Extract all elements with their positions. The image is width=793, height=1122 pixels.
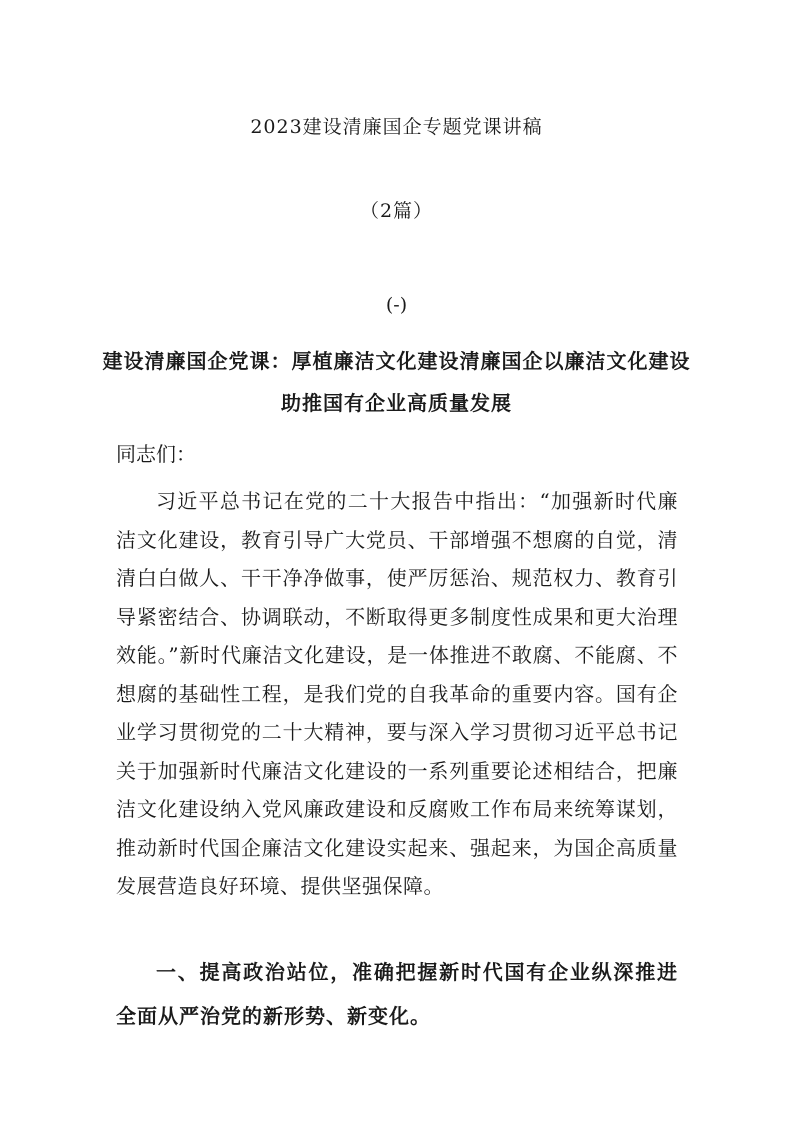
- part-marker: (-): [385, 294, 408, 316]
- document-count: （2篇）: [359, 200, 434, 222]
- speech-subtitle: 建设清廉国企党课：厚植廉洁文化建设清廉国企以廉洁文化建设助推国有企业高质量发展: [102, 349, 691, 415]
- body-paragraph: 习近平总书记在党的二十大报告中指出：“加强新时代廉洁文化建设，教育引导广大党员、干部增强不想腐的自觉，清清白白做人、干干净净做事，使严厉惩治、规范权力、教育引导紧密结合、协调联动，不断取得更多制度性成果和更大治理效能。”新时代廉洁文化建设，是一体推进不敢腐、不能腐、不想腐的基础性工程，是我们党的自我革命的重要内容。国有企业学习贯彻党的二十大精神，要与深入学习贯彻习近平总书记关于加强新时代廉洁文化建设的一系列重要论述相结合，把廉洁文化建设纳入党风廉政建设和反腐败工作布局来统筹谋划，推动新时代国企廉洁文化建设实起来、强起来，为国企高质量发展营造良好环境、提供坚强保障。: [116, 489, 678, 898]
- salutation: 同志们：: [116, 442, 196, 466]
- document-title: 2023建设清廉国企专题党课讲稿: [250, 116, 543, 138]
- section-heading: 一、提高政治站位，准确把握新时代国有企业纵深推进全面从严治党的新形势、新变化。: [116, 960, 678, 1028]
